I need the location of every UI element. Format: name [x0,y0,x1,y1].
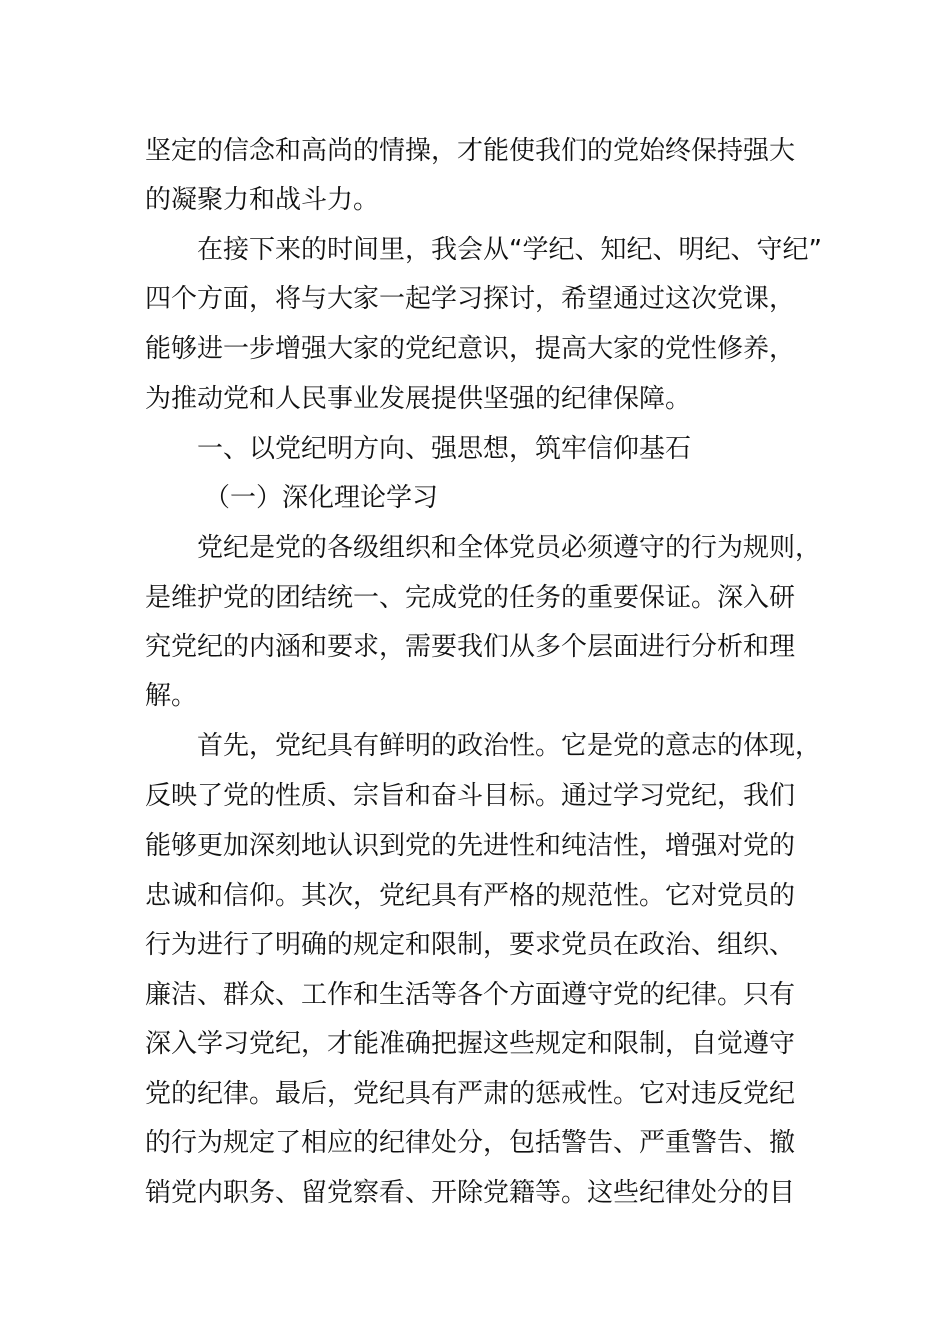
paragraph-first-line: 首先，党纪具有鲜明的政治性。它是党的意志的体现， [197,731,822,761]
body-text-line: 深入学习党纪，才能准确把握这些规定和限制，自觉遵守 [145,1029,796,1059]
body-text-line: 的行为规定了相应的纪律处分，包括警告、严重警告、撤 [145,1128,796,1158]
body-text-line: 为推动党和人民事业发展提供坚强的纪律保障。 [145,384,692,414]
body-text-line: 坚定的信念和高尚的情操，才能使我们的党始终保持强大 [145,136,796,166]
body-text-line: 廉洁、群众、工作和生活等各个方面遵守党的纪律。只有 [145,980,796,1010]
body-text-line: 解。 [145,681,198,711]
body-text-line: 能够更加深刻地认识到党的先进性和纯洁性，增强对党的 [145,831,796,861]
body-text-line: 党的纪律。最后，党纪具有严肃的惩戒性。它对违反党纪 [145,1079,796,1109]
body-text-line: 行为进行了明确的规定和限制，要求党员在政治、组织、 [145,930,796,960]
paragraph-first-line: 在接下来的时间里，我会从“学纪、知纪、明纪、守纪” [197,235,822,265]
paragraph-first-line: 党纪是党的各级组织和全体党员必须遵守的行为规则， [197,533,822,563]
body-text-line: 反映了党的性质、宗旨和奋斗目标。通过学习党纪，我们 [145,781,796,811]
body-text-line: 是维护党的团结统一、完成党的任务的重要保证。深入研 [145,583,796,613]
subsection-heading: （一）深化理论学习 [204,483,439,513]
section-heading: 一、以党纪明方向、强思想，筑牢信仰基石 [197,434,692,464]
body-text-line: 四个方面，将与大家一起学习探讨，希望通过这次党课， [145,284,796,314]
body-text-line: 销党内职务、留党察看、开除党籍等。这些纪律处分的目 [145,1178,796,1208]
body-text-line: 的凝聚力和战斗力。 [145,185,380,215]
body-text-line: 究党纪的内涵和要求，需要我们从多个层面进行分析和理 [145,632,796,662]
body-text-line: 能够进一步增强大家的党纪意识，提高大家的党性修养， [145,334,796,364]
body-text-line: 忠诚和信仰。其次，党纪具有严格的规范性。它对党员的 [145,881,796,911]
